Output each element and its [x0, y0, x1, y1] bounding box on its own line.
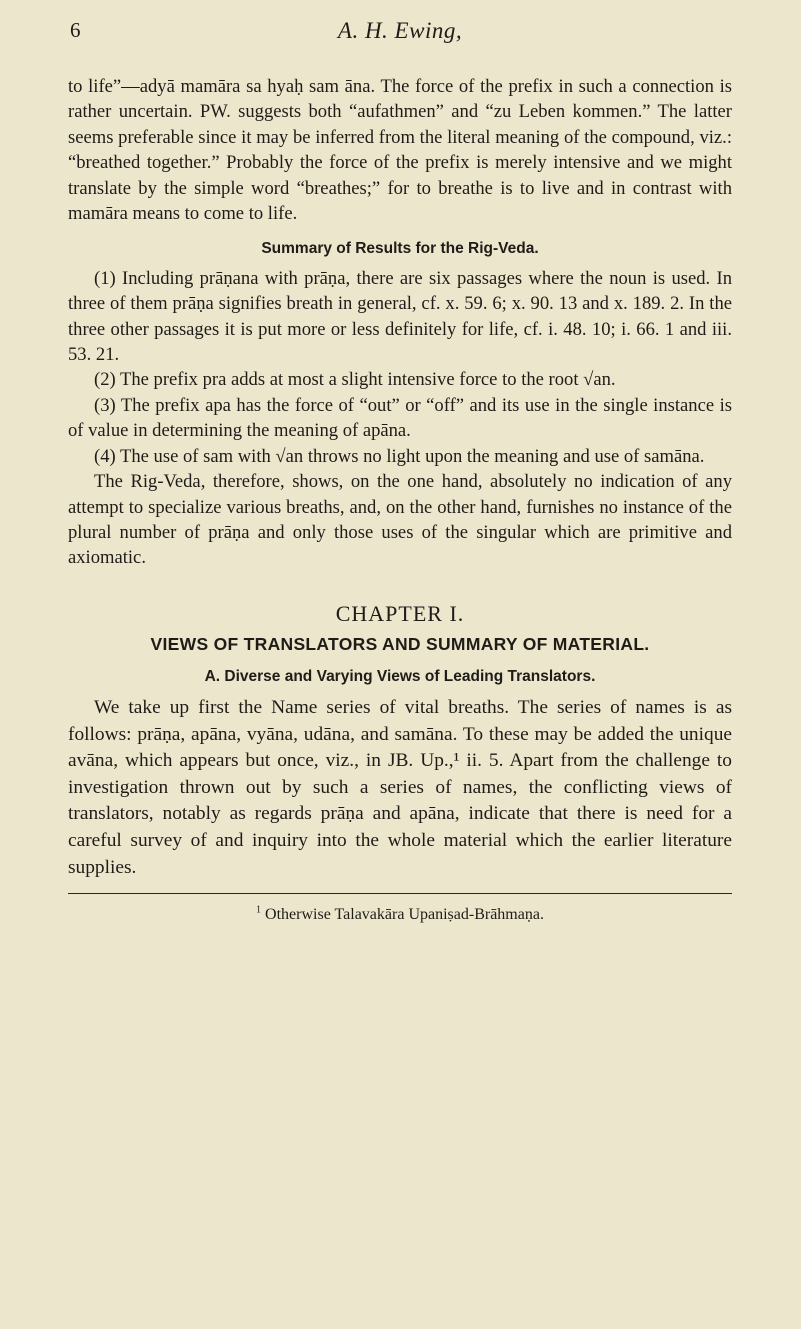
summary-item-1: (1) Including prāṇana with prāṇa, there are six passages where the noun is used. In three of them prāṇa signifies breath in general, cf. x. 59. 6; x. 90. 13 and x. 189. 2. In the three other passages it is put more or less definitely for life, cf. i. 48. 10; i. 66. 1 and iii. 53. 21. — [68, 267, 732, 366]
footnote-divider — [68, 893, 732, 894]
chapter-label: CHAPTER I. — [335, 600, 465, 626]
page-body — [68, 74, 732, 928]
running-head: A. H. Ewing, — [337, 18, 463, 43]
summary-heading: Summary of Results for the Rig-Veda. — [261, 240, 539, 258]
footnote-marker: 1 — [256, 904, 262, 916]
footnote — [68, 902, 732, 927]
page-header — [70, 18, 730, 48]
opening-paragraph: to life”—adyā mamāra sa hyaḥ sam āna. The force of the prefix in such a connection is rather uncertain. PW. suggests both “aufathmen” and “zu Leben kommen.” The latter seems preferable since it may be inferred from the literal meaning of the compound, viz.: “breathed together.” Probably the force of the prefix is merely intensive and we might translate by the simple word “breathes;” for to breathe is to live and in contrast with mamāra means to come to life. — [68, 76, 732, 225]
summary-item-2: (2) The prefix pra adds at most a slight intensive force to the root √an. — [94, 369, 616, 391]
footnote-text: Otherwise Talavakāra Upaniṣad-Brāhmaṇa. — [265, 906, 544, 924]
summary-item-3: (3) The prefix apa has the force of “out” or “off” and its use in the single instance is of value in determining the meaning of apāna. — [68, 394, 732, 442]
section-title: A. Diverse and Varying Views of Leading Translators. — [204, 667, 596, 685]
page-number: 6 — [70, 18, 81, 42]
chapter-title: VIEWS OF TRANSLATORS AND SUMMARY OF MATERIAL. — [150, 634, 650, 655]
chapter-paragraph: We take up first the Name series of vital breaths. The series of names is as follows: prāṇa, apāna, vyāna, udāna, and samāna. To these may be added the unique avāna, which appears but once, viz., in JB. Up.,¹ ii. 5. Apart from the challenge to investigation thrown out by such a series of names, the conflicting views of translators, notably as regards prāṇa and apāna, indicate that there is need for a careful survey of and inquiry into the whole material which the earlier literature supplies. — [68, 696, 732, 878]
summary-conclusion: The Rig-Veda, therefore, shows, on the one hand, absolutely no indication of any attempt to specialize various breaths, and, on the other hand, furnishes no instance of the plural number of prāṇa and only those uses of the singular which are primitive and axiomatic. — [68, 471, 732, 569]
summary-item-4: (4) The use of sam with √an throws no light upon the meaning and use of samāna. — [94, 445, 705, 467]
